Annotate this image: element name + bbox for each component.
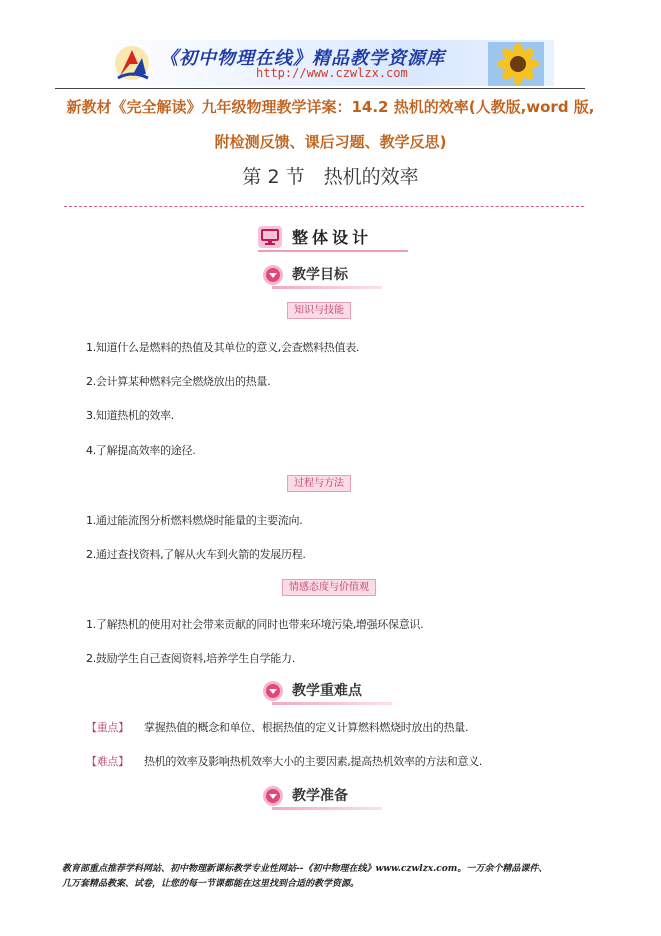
- section-title: 第 2 节 热机的效率: [242, 166, 419, 188]
- footer-line1: 教育部重点推荐学科网站、初中物理新课标教学专业性网站--《初中物理在线》www.czwlzx.com。一万余个精品课件、: [62, 864, 548, 874]
- banner-title: 《初中物理在线》精品教学资源库: [160, 48, 445, 69]
- key-point-row: [86, 719, 468, 735]
- tag-knowledge: 知识与技能: [287, 302, 351, 319]
- footer-line2: 几万套精品教案、试卷，让您的每一节课都能在这里找到合适的教学资源。: [62, 879, 360, 889]
- list-item: 3.知道热机的效率.: [86, 409, 174, 422]
- tag-emotion: 情感态度与价值观: [282, 579, 376, 596]
- goals-heading-label: 教学目标: [292, 267, 348, 283]
- list-item: 1.知道什么是燃料的热值及其单位的意义,会查燃料热值表.: [86, 341, 360, 354]
- banner-logo-icon: [112, 44, 152, 82]
- banner-url[interactable]: http://www.czwlzx.com: [256, 66, 408, 80]
- list-item: 1.通过能流图分析燃料燃烧时能量的主要流向.: [86, 514, 303, 527]
- list-item: 2.鼓励学生自己查阅资料,培养学生自学能力.: [86, 652, 295, 665]
- list-item: 1.了解热机的使用对社会带来贡献的同时也带来环境污染,增强环保意识.: [86, 618, 424, 631]
- down-arrow-icon: [262, 680, 284, 702]
- doc-title-line1: 新教材《完全解读》九年级物理教学详案：14.2 热机的效率(人教版,word 版,: [66, 98, 595, 116]
- prep-heading-underline: [272, 807, 382, 810]
- keypoints-heading: [262, 678, 402, 704]
- prep-heading-label: 教学准备: [292, 788, 348, 804]
- dashed-divider: [64, 206, 584, 207]
- keypoints-heading-label: 教学重难点: [292, 683, 362, 699]
- difficult-point-label: 【难点】: [86, 755, 129, 768]
- header-rule: [55, 88, 585, 89]
- sunflower-icon: [488, 42, 544, 86]
- header-banner: [94, 40, 554, 86]
- list-item: 2.会计算某种燃料完全燃烧放出的热量.: [86, 375, 271, 388]
- doc-title-line2: 附检测反馈、课后习题、教学反思): [214, 133, 447, 151]
- difficult-point-row: [86, 753, 482, 769]
- goals-heading-underline: [272, 286, 382, 289]
- down-arrow-icon: [262, 785, 284, 807]
- monitor-icon: [258, 226, 282, 248]
- difficult-point-text: 热机的效率及影响热机效率大小的主要因素,提高热机效率的方法和意义.: [144, 755, 483, 768]
- footer: [62, 862, 602, 892]
- list-item: 4.了解提高效率的途径.: [86, 444, 196, 457]
- key-point-label: 【重点】: [86, 721, 129, 734]
- list-item: 2.通过查找资料,了解从火车到火箭的发展历程.: [86, 548, 306, 561]
- design-heading-label: 整体设计: [292, 228, 373, 247]
- keypoints-heading-underline: [272, 702, 392, 705]
- key-point-text: 掌握热值的概念和单位、根据热值的定义计算燃料燃烧时放出的热量.: [144, 721, 469, 734]
- design-heading: [258, 224, 408, 250]
- down-arrow-icon: [262, 264, 284, 286]
- goals-heading: [262, 262, 392, 288]
- prep-heading: [262, 783, 392, 809]
- design-heading-underline: [258, 250, 408, 252]
- tag-process: 过程与方法: [287, 475, 351, 492]
